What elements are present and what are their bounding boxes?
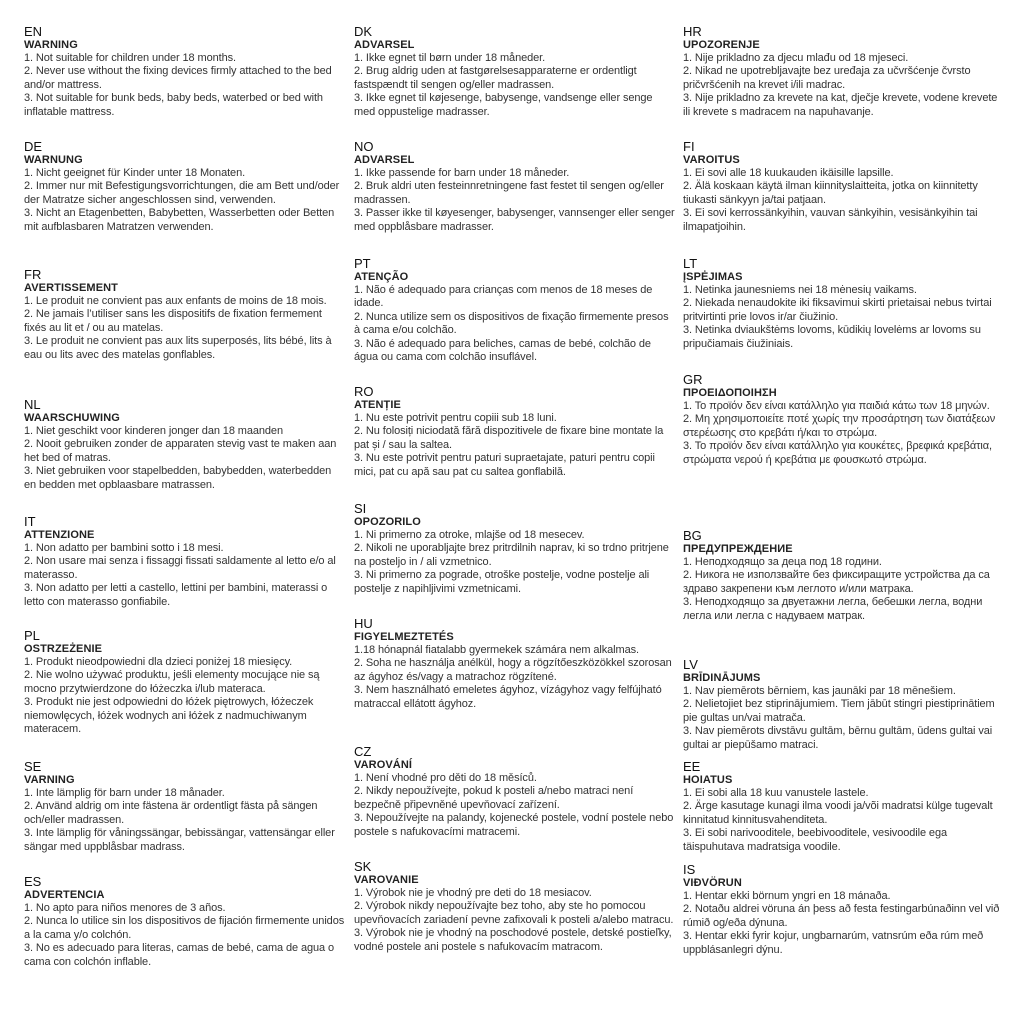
warning-item: 1. Not suitable for children under 18 months. <box>24 52 236 64</box>
warning-heading: VARNING <box>24 774 75 786</box>
language-code: PT <box>354 256 371 271</box>
warning-section-fr <box>24 267 346 362</box>
warning-item: 1. Le produit ne convient pas aux enfants de moins de 18 mois. <box>24 295 327 307</box>
warning-heading: VAROVANIE <box>354 874 419 886</box>
warning-item: 3. Não é adequado para beliches, camas de bebé, colchão de água ou cama com colchão insuflável. <box>354 337 651 364</box>
language-code: IS <box>683 862 696 877</box>
warning-item: 1. Το προϊόν δεν είναι κατάλληλο για παιδιά κάτω των 18 μηνών. <box>683 400 990 412</box>
warning-item: 2. Använd aldrig om inte fästena är ordentligt fästa på sängen och/eller madrassen. <box>24 800 318 826</box>
warning-item: 3. Неподходящо за двуетажни легла, бебешки легла, водни легла или легла с надуваем матрак. <box>683 596 983 622</box>
warning-item: 1.18 hónapnál fiatalabb gyermekek számára nem alkalmas. <box>354 644 639 656</box>
warning-item: 2. Brug aldrig uden at fastgørelsesapparaterne er ordentligt fastspændt til sengen og/eller madrassen. <box>354 65 637 91</box>
language-code: DK <box>354 24 373 39</box>
warning-heading: VAROVÁNÍ <box>354 759 413 771</box>
warning-section-de <box>24 139 346 234</box>
warning-item: 2. Nikoli ne uporabljajte brez pritrdilnih naprav, ki so trdno pritrjene na posteljo in / ali vzmetnico. <box>354 542 669 568</box>
language-code: PL <box>24 628 40 643</box>
warning-item: 1. Неподходящо за деца под 18 години. <box>683 556 882 568</box>
warning-section-pt <box>354 256 676 364</box>
warning-item: 2. Nikdy nepoužívejte, pokud k posteli a/nebo matraci není bezpečně připevněné upevňovací zařízení. <box>354 785 634 811</box>
warning-item: 2. Never use without the fixing devices firmly attached to the bed and/or mattress. <box>24 65 332 91</box>
warning-section-lt <box>683 256 1005 351</box>
warning-section-ee <box>683 759 1005 854</box>
warning-item: 1. Ikke egnet til børn under 18 måneder. <box>354 52 546 64</box>
warning-item: 3. Not suitable for bunk beds, baby beds, waterbed or bed with inflatable mattress. <box>24 92 323 118</box>
language-code: EE <box>683 759 701 774</box>
warning-item: 3. Non adatto per letti a castello, lettini per bambini, materassi o letto con materasso gonfiabile. <box>24 582 328 608</box>
warning-item: 3. Nepoužívejte na palandy, kojenecké postele, vodní postele nebo postele s nafukovacími matracemi. <box>354 812 674 838</box>
warning-heading: BRĪDINĀJUMS <box>683 672 761 684</box>
warning-item: 3. Netinka dviaukštėms lovoms, kūdikių lovelėms ar lovoms su pripučiamais čiužiniais. <box>683 324 981 350</box>
warning-section-en <box>24 24 346 119</box>
warning-section-se <box>24 759 346 854</box>
warning-item: 1. Não é adequado para crianças com menos de 18 meses de idade. <box>354 284 653 310</box>
warning-section-is <box>683 862 1005 957</box>
warning-section-pl <box>24 628 346 736</box>
language-code: NL <box>24 397 41 412</box>
warning-section-no <box>354 139 676 234</box>
warning-item: 3. Le produit ne convient pas aux lits superposés, lits bébé, lits à eau ou lits avec des matelas gonflables. <box>24 335 332 361</box>
warning-item: 2. Niekada nenaudokite iki fiksavimui skirti prietaisai nebus tvirtai pritvirtinti prie lovos ir/ar čiužinio. <box>683 297 992 323</box>
language-code: IT <box>24 514 36 529</box>
warning-item: 1. Non adatto per bambini sotto i 18 mesi. <box>24 542 224 554</box>
warning-heading: ATTENZIONE <box>24 529 95 541</box>
language-code: RO <box>354 384 374 399</box>
warning-heading: VIÐVÖRUN <box>683 877 742 889</box>
warning-section-fi <box>683 139 1005 234</box>
warning-heading: VAROITUS <box>683 154 740 166</box>
warning-item: 2. Ärge kasutage kunagi ilma voodi ja/või madratsi külge tugevalt kinnitatud kinnitusvahenditeta. <box>683 800 993 826</box>
warning-item: 2. Μη χρησιμοποιείτε ποτέ χωρίς την προσάρτηση των διατάξεων στερέωσης στο κρεβάτι ή/και το στρώμα. <box>683 413 996 439</box>
warning-heading: ĮSPĖJIMAS <box>683 271 743 283</box>
language-code: LT <box>683 256 698 271</box>
warning-heading: WARNING <box>24 39 78 51</box>
warning-section-dk <box>354 24 676 119</box>
warning-section-hu <box>354 616 676 711</box>
warning-item: 2. Älä koskaan käytä ilman kiinnityslaitteita, jotka on kiinnitetty tiukasti sänkyyn ja/tai patjaan. <box>683 180 978 206</box>
language-code: HR <box>683 24 702 39</box>
warning-heading: OPOZORILO <box>354 516 421 528</box>
warning-item: 1. Ei sobi alla 18 kuu vanustele lastele. <box>683 787 869 799</box>
warning-section-sk <box>354 859 676 954</box>
warning-item: 2. Výrobok nikdy nepoužívajte bez toho, aby ste ho pomocou upevňovacích zariadení pevne zafixovali k posteli a/alebo matracu. <box>354 900 674 926</box>
warning-item: 1. Hentar ekki börnum yngri en 18 mánaða. <box>683 890 891 902</box>
warning-item: 1. Nav piemērots bērniem, kas jaunāki par 18 mēnešiem. <box>683 685 956 697</box>
warning-item: 3. Nicht an Etagenbetten, Babybetten, Wasserbetten oder Betten mit aufblasbaren Matratzen verwenden. <box>24 207 335 233</box>
warning-section-si <box>354 501 676 596</box>
warning-item: 1. Nu este potrivit pentru copiii sub 18 luni. <box>354 412 557 424</box>
warning-item: 2. Nunca utilize sem os dispositivos de fixação firmemente presos à cama e/ou colchão. <box>354 310 669 337</box>
warning-heading: HOIATUS <box>683 774 733 786</box>
warning-item: 2. Nu folosiți niciodată fără dispozitivele de fixare bine montate la pat și / sau la saltea. <box>354 425 664 451</box>
warning-item: 3. Ei sovi kerrossänkyihin, vauvan sänkyihin, vesisänkyihin tai ilmapatjoihin. <box>683 207 978 233</box>
warning-item: 2. Никога не използвайте без фиксиращите устройства да са здраво закрепени към леглото и/или матрака. <box>683 569 990 595</box>
warning-item: 3. Niet gebruiken voor stapelbedden, babybedden, waterbedden en bedden met opblaasbare matrassen. <box>24 465 332 491</box>
warning-item: 3. Nije prikladno za krevete na kat, dječje krevete, vodene krevete ili krevete s madracem na napuhavanje. <box>683 92 998 118</box>
warning-item: 1. Niet geschikt voor kinderen jonger dan 18 maanden <box>24 425 283 437</box>
warning-section-bg <box>683 528 1005 623</box>
language-code: GR <box>683 372 703 387</box>
warning-item: 2. Non usare mai senza i fissaggi fissati saldamente al letto e/o al materasso. <box>24 555 336 581</box>
warning-item: 3. Nem használható emeletes ágyhoz, vízágyhoz vagy felfújható matraccal ellátott ágyhoz. <box>354 684 662 710</box>
warning-heading: ADVARSEL <box>354 39 415 51</box>
warning-item: 3. Výrobok nie je vhodný na poschodové postele, detské postieľky, vodné postele ani postele s nafukovacím matracom. <box>354 927 672 953</box>
language-code: EN <box>24 24 43 39</box>
language-code: NO <box>354 139 374 154</box>
warning-item: 1. Ei sovi alle 18 kuukauden ikäisille lapsille. <box>683 167 894 179</box>
language-code: SE <box>24 759 42 774</box>
warning-heading: WARNUNG <box>24 154 83 166</box>
warning-item: 1. Výrobok nie je vhodný pre deti do 18 mesiacov. <box>354 887 592 899</box>
warning-item: 1. Nije prikladno za djecu mlađu od 18 mjeseci. <box>683 52 909 64</box>
warning-heading: AVERTISSEMENT <box>24 282 118 294</box>
warning-item: 2. Nie wolno używać produktu, jeśli elementy mocujące nie są mocno przytwierdzone do łóżeczka i/lub materaca. <box>24 669 320 695</box>
language-code: CZ <box>354 744 372 759</box>
warning-item: 2. Nooit gebruiken zonder de apparaten stevig vast te maken aan het bed of matras. <box>24 438 337 464</box>
warning-item: 1. Inte lämplig för barn under 18 månader. <box>24 787 225 799</box>
warning-item: 3. Passer ikke til køyesenger, babysenger, vannsenger eller senger med oppblåsbare madrasser. <box>354 207 675 233</box>
language-code: SK <box>354 859 372 874</box>
warning-section-gr <box>683 372 1005 467</box>
warning-item: 3. Ikke egnet til køjesenge, babysenge, vandsenge eller senge med oppustelige madrasser. <box>354 92 653 118</box>
warning-heading: UPOZORENJE <box>683 39 760 51</box>
language-code: HU <box>354 616 373 631</box>
warning-item: 3. Nu este potrivit pentru paturi supraetajate, paturi pentru copii mici, pat cu apă sau pat cu saltea gonflabilă. <box>354 452 655 478</box>
warning-item: 3. Ni primerno za pograde, otroške postelje, vodne postelje ali postelje z napihljivimi vzmetnicami. <box>354 569 650 595</box>
warning-item: 3. No es adecuado para literas, camas de bebé, cama de agua o cama con colchón inflable. <box>24 942 335 968</box>
warning-heading: ПРЕДУПРЕЖДЕНИЕ <box>683 543 793 555</box>
warning-item: 2. Soha ne használja anélkül, hogy a rögzítőeszközökkel szorosan az ágyhoz és/vagy a matrachoz rögzítené. <box>354 657 672 683</box>
warning-item: 3. Hentar ekki fyrir kojur, ungbarnarúm, vatnsrúm eða rúm með uppblásanlegri dýnu. <box>683 930 984 956</box>
warning-section-it <box>24 514 346 609</box>
warning-heading: ATENÇÃO <box>354 271 409 283</box>
warning-item: 2. Nunca lo utilice sin los dispositivos de fijación firmemente unidos a la cama y/o colchón. <box>24 915 345 941</box>
warning-heading: FIGYELMEZTETÉS <box>354 631 454 643</box>
warning-heading: WAARSCHUWING <box>24 412 120 424</box>
warning-item: 2. Notaðu aldrei vöruna án þess að festa festingarbúnaðinn vel við rúmið og/eða dýnuna. <box>683 903 1000 929</box>
warning-item: 2. Bruk aldri uten festeinnretningene fast festet til sengen og/eller madrassen. <box>354 180 664 206</box>
warning-section-lv <box>683 657 1005 752</box>
language-code: DE <box>24 139 43 154</box>
warning-item: 3. Produkt nie jest odpowiedni do łóżek piętrowych, łóżeczek niemowlęcych, łóżek wodnych ani łóżek z nadmuchiwanym materacem. <box>24 696 314 736</box>
warning-item: 1. Není vhodné pro děti do 18 měsíců. <box>354 772 537 784</box>
language-code: FI <box>683 139 695 154</box>
warning-item: 1. Ikke passende for barn under 18 måneder. <box>354 167 570 179</box>
warning-item: 2. Nikad ne upotrebljavajte bez uređaja za učvršćenje čvrsto pričvršćenih na krevet i/ili madrac. <box>683 65 971 91</box>
warning-heading: ADVERTENCIA <box>24 889 105 901</box>
warning-heading: ADVARSEL <box>354 154 415 166</box>
warning-item: 3. Το προϊόν δεν είναι κατάλληλο για κουκέτες, βρεφικά κρεβάτια, στρώματα νερού ή κρεβάτια με φουσκωτό στρώμα. <box>683 440 992 466</box>
language-code: BG <box>683 528 702 543</box>
warning-heading: ΠΡΟΕΙΔΟΠΟΙΗΣΗ <box>683 387 777 399</box>
warning-heading: OSTRZEŻENIE <box>24 643 103 655</box>
warning-section-cz <box>354 744 676 839</box>
warning-item: 1. Netinka jaunesniems nei 18 mėnesių vaikams. <box>683 284 917 296</box>
warning-section-ro <box>354 384 676 479</box>
warning-section-nl <box>24 397 346 492</box>
warning-item: 1. No apto para niños menores de 3 años. <box>24 902 226 914</box>
warning-section-hr <box>683 24 1005 119</box>
warning-item: 1. Produkt nieodpowiedni dla dzieci poniżej 18 miesięcy. <box>24 656 293 668</box>
warning-item: 3. Nav piemērots divstāvu gultām, bērnu gultām, ūdens gultai vai gultai ar piepūšamo matraci. <box>683 725 993 751</box>
warning-item: 2. Nelietojiet bez stiprinājumiem. Tiem jābūt stingri piestiprinātiem pie gultas un/vai matrača. <box>683 698 995 724</box>
warning-item: 3. Ei sobi narivooditele, beebivooditele, vesivoodile ega täispuhutava madratsiga voodile. <box>683 827 947 853</box>
warning-item: 3. Inte lämplig för våningssängar, bebissängar, vattensängar eller sängar med uppblåsbar madrass. <box>24 827 335 853</box>
language-code: LV <box>683 657 698 672</box>
language-code: FR <box>24 267 42 282</box>
warning-item: 2. Immer nur mit Befestigungsvorrichtungen, die am Bett und/oder der Matratze sicher angeschlossen sind, verwenden. <box>24 180 340 206</box>
warning-item: 2. Ne jamais l’utiliser sans les dispositifs de fixation fermement fixés au lit et / ou au matelas. <box>24 308 322 334</box>
warning-item: 1. Nicht geeignet für Kinder unter 18 Monaten. <box>24 167 246 179</box>
language-code: SI <box>354 501 367 516</box>
language-code: ES <box>24 874 42 889</box>
warning-section-es <box>24 874 346 969</box>
warning-heading: ATENȚIE <box>354 399 401 411</box>
warning-item: 1. Ni primerno za otroke, mlajše od 18 mesecev. <box>354 529 585 541</box>
